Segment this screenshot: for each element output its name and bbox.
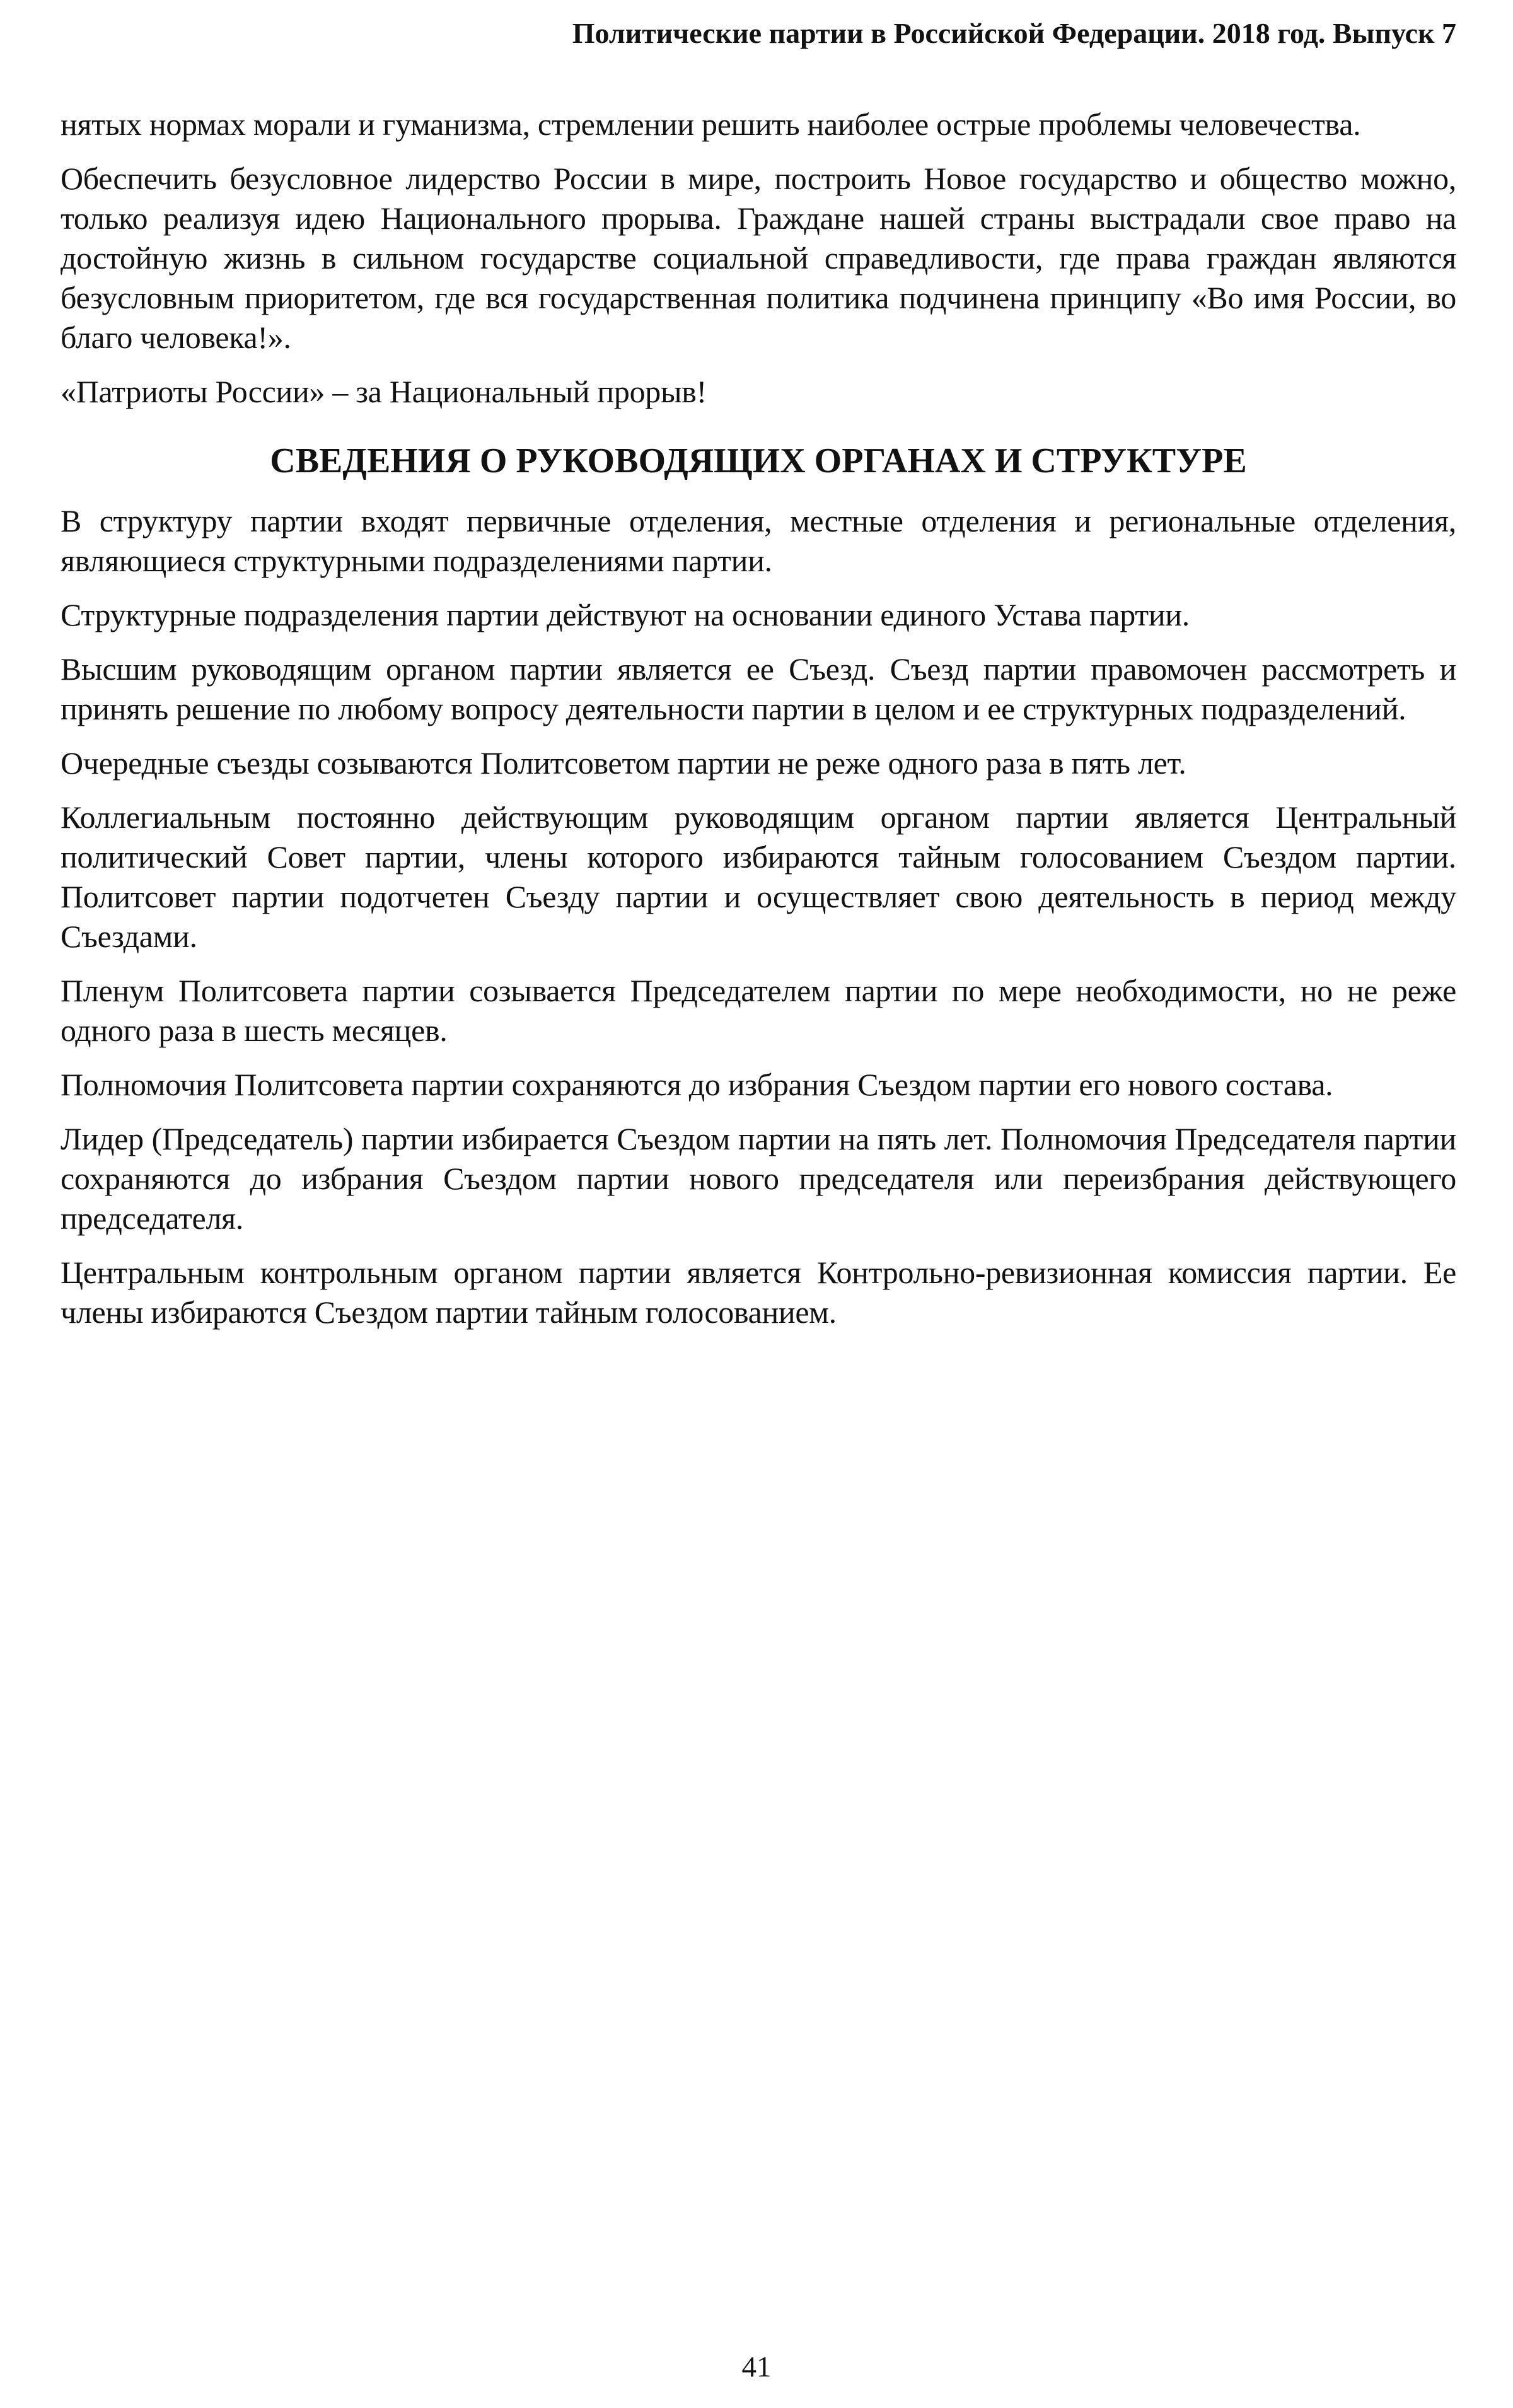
paragraph: Коллегиальным постоянно действующим руководящим органом партии является Центральный политический Совет партии, члены которого избираются тайным голосованием Съездом партии. Политсовет партии подотчетен Съезду партии и осуществляет свою деятельность в период между Съездами. <box>61 800 1456 954</box>
running-header: Политические партии в Российской Федерации. 2018 год. Выпуск 7 <box>572 17 1456 49</box>
paragraph: Полномочия Политсовета партии сохраняются до избрания Съездом партии его нового состава. <box>61 1067 1333 1102</box>
paragraph: Структурные подразделения партии действуют на основании единого Устава партии. <box>61 597 1190 632</box>
intro-paragraphs <box>61 105 1456 412</box>
paragraph: Центральным контрольным органом партии является Контрольно-ревизионная комиссия партии. Ее члены избираются Съездом партии тайным голосованием. <box>61 1255 1456 1330</box>
paragraph: Лидер (Председатель) партии избирается Съездом партии на пять лет. Полномочия Председателя партии сохраняются до избрания Съездом партии нового председателя или переизбрания действующего председателя. <box>61 1121 1456 1236</box>
page-number: 41 <box>741 2351 772 2383</box>
paragraph: Обеспечить безусловное лидерство России в мире, построить Новое государство и общество можно, только реализуя идею Национального прорыва. Граждане нашей страны выстрадали свое право на достойную жизнь в сильном государстве социальной справедливости, где права граждан являются безусловным приоритетом, где вся государственная политика подчинена принципу «Во имя России, во благо человека!». <box>61 161 1456 355</box>
section-paragraphs <box>61 501 1456 1332</box>
paragraph: Пленум Политсовета партии созывается Председателем партии по мере необходимости, но не реже одного раза в шесть месяцев. <box>61 973 1456 1048</box>
paragraph: нятых нормах морали и гуманизма, стремлении решить наиболее острые проблемы человечества. <box>61 107 1361 142</box>
section-heading: СВЕДЕНИЯ О РУКОВОДЯЩИХ ОРГАНАХ И СТРУКТУРЕ <box>270 441 1247 480</box>
paragraph: Высшим руководящим органом партии является ее Съезд. Съезд партии правомочен рассмотреть и принять решение по любому вопросу деятельности партии в целом и ее структурных подразделений. <box>61 651 1456 726</box>
page-body <box>61 105 1456 1332</box>
paragraph: «Патриоты России» – за Национальный прорыв! <box>61 374 707 409</box>
paragraph: В структуру партии входят первичные отделения, местные отделения и региональные отделения, являющиеся структурными подразделениями партии. <box>61 503 1456 578</box>
paragraph: Очередные съезды созываются Политсоветом партии не реже одного раза в пять лет. <box>61 745 1186 781</box>
